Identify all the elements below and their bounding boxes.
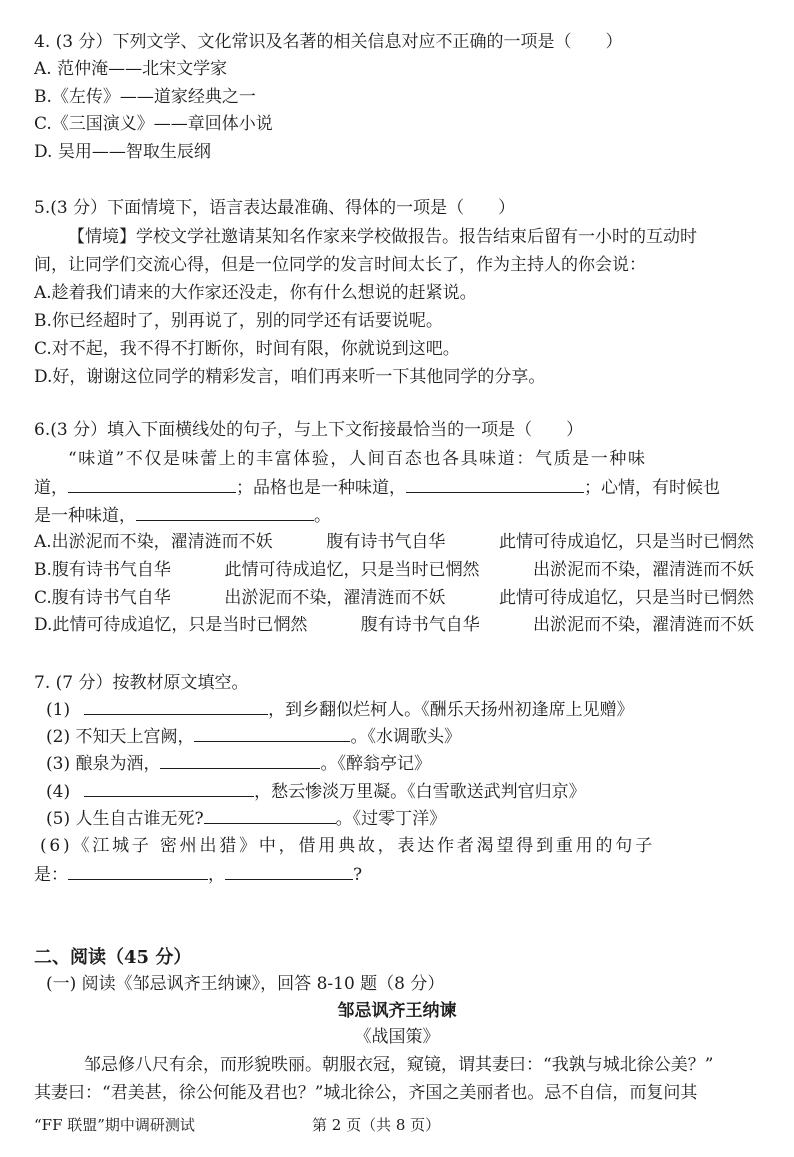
q6-option-c: [34, 586, 754, 610]
q7-item-5-source: 。《过零丁洋》: [335, 809, 447, 829]
passage-source: 《战国策》: [354, 1027, 440, 1047]
q7-item-2: [46, 724, 461, 748]
q7-item-6-end: ?: [353, 865, 363, 885]
q7-item-5-text: (5) 人生自古谁无死?: [46, 809, 204, 829]
q6-option-b-part1: B.腹有诗书气自华: [34, 560, 171, 580]
q6-text-2a: 道，: [34, 478, 68, 498]
q6-passage-line2: [34, 475, 754, 499]
q6-passage-line1: “味道”不仅是味蕾上的丰富体验，人间百态也各具味道：气质是一种味: [68, 449, 647, 469]
section2-subtitle: (一) 阅读《邹忌讽齐王纳谏》，回答 8-10 题（8 分）: [46, 974, 445, 994]
q7-item-1: [46, 697, 634, 721]
q6-option-a-part3: 此情可待成追忆，只是当时已惘然: [499, 532, 754, 552]
q7-blank-4[interactable]: [84, 779, 254, 797]
section2-title: 二、阅读（45 分）: [34, 947, 192, 968]
q4-stem: 4. (3 分）下列文学、文化常识及名著的相关信息对应不正确的一项是（ ）: [34, 32, 623, 52]
q6-option-c-part1: C.腹有诗书气自华: [34, 588, 171, 608]
footer-page-number: 第 2 页（共 8 页）: [312, 1116, 441, 1134]
q6-stem: 6.(3 分）填入下面横线处的句子，与上下文衔接最恰当的一项是（ ）: [34, 420, 584, 440]
q7-blank-5[interactable]: [204, 806, 336, 824]
q6-option-a-part2: 腹有诗书气自华: [326, 532, 446, 552]
q5-option-a: A.趁着我们请来的大作家还没走，你有什么想说的赶紧说。: [34, 283, 477, 303]
q7-blank-1[interactable]: [84, 697, 268, 715]
q7-blank-3[interactable]: [160, 751, 320, 769]
q6-option-d-part1: D.此情可待成追忆，只是当时已惘然: [34, 615, 308, 635]
q6-blank-2[interactable]: [406, 475, 584, 493]
q5-context-line2: 间，让同学们交流心得，但是一位同学的发言时间太长了，作为主持人的你会说：: [34, 255, 646, 275]
q5-context-text1: 【情境】学校文学社邀请某知名作家来学校做报告。报告结束后留有一小时的互动时: [68, 227, 697, 247]
q4-option-d: D. 吴用——智取生辰纲: [34, 142, 211, 162]
q6-option-d-part3: 出淤泥而不染，濯清涟而不妖: [533, 615, 754, 635]
q6-option-b-part2: 此情可待成追忆，只是当时已惘然: [224, 560, 480, 580]
q7-stem: 7. (7 分）按教材原文填空。: [34, 673, 249, 693]
q6-option-d: [34, 613, 754, 637]
q7-item-4: [46, 779, 586, 803]
q7-item-3-source: 。《醉翁亭记》: [320, 754, 431, 774]
q6-option-b: [34, 558, 754, 582]
q6-option-a: [34, 530, 754, 554]
q5-option-b: B.你已经超时了，别再说了，别的同学还有话要说呢。: [34, 311, 443, 331]
q5-option-c: C.对不起，我不得不打断你，时间有限，你就说到这吧。: [34, 339, 460, 359]
q4-option-a: A. 范仲淹——北宋文学家: [34, 59, 228, 79]
q6-text-3a: 是一种味道，: [34, 506, 136, 526]
q5-context-line1: [34, 225, 754, 249]
q7-item-5: [46, 806, 446, 830]
q4-option-b: B.《左传》——道家经典之一: [34, 87, 256, 107]
q7-item-6-line2: [34, 862, 362, 886]
q7-blank-2[interactable]: [194, 724, 350, 742]
q6-passage-line3: [34, 503, 331, 527]
q5-stem: 5.(3 分）下面情境下，语言表达最准确、得体的一项是（ ）: [34, 198, 516, 218]
passage-title: 邹忌讽齐王纳谏: [337, 1001, 457, 1021]
q7-item-6-lead: 是：: [34, 865, 68, 885]
q5-option-d: D.好，谢谢这位同学的精彩发言，咱们再来听一下其他同学的分享。: [34, 367, 546, 387]
q7-item-3: [46, 751, 431, 775]
q7-item-6-comma: ，: [208, 865, 225, 885]
passage-para-line1: 邹忌修八尺有余，而形貌昳丽。朝服衣冠，窥镜，谓其妻曰：“我孰与城北徐公美？”: [84, 1055, 714, 1075]
q6-text-3b: 。: [314, 506, 331, 526]
q6-blank-3[interactable]: [136, 503, 314, 521]
q7-item-1-text: ，到乡翻似烂柯人。《酬乐天扬州初逢席上见赠》: [268, 700, 634, 720]
q7-item-4-text: ，愁云惨淡万里凝。《白雪歌送武判官归京》: [254, 782, 586, 802]
q6-option-b-part3: 出淤泥而不染，濯清涟而不妖: [533, 560, 754, 580]
footer-exam-name: “FF 联盟”期中调研测试: [34, 1116, 195, 1134]
q7-item-2-source: 。《水调歌头》: [350, 727, 461, 747]
q6-option-c-part2: 出淤泥而不染，濯清涟而不妖: [224, 588, 446, 608]
q6-option-d-part2: 腹有诗书气自华: [360, 615, 480, 635]
q6-option-a-part1: A.出淤泥而不染，濯清涟而不妖: [34, 532, 273, 552]
q6-text-2b: ；品格也是一种味道，: [236, 478, 406, 498]
q6-blank-1[interactable]: [68, 475, 236, 493]
q4-option-c: C.《三国演义》——章回体小说: [34, 114, 273, 134]
q7-blank-6a[interactable]: [68, 862, 208, 880]
q7-item-4-number: (4): [46, 782, 71, 802]
q7-blank-6b[interactable]: [225, 862, 353, 880]
passage-para-line2: 其妻曰：“君美甚，徐公何能及君也？”城北徐公，齐国之美丽者也。忌不自信，而复问其: [34, 1083, 698, 1103]
q7-item-2-text: (2) 不知天上宫阙，: [46, 727, 195, 747]
q7-item-6-line1: (6)《江城子 密州出猎》中，借用典故，表达作者渴望得到重用的句子: [40, 836, 655, 856]
q7-item-1-number: (1): [46, 700, 71, 720]
q6-option-c-part3: 此情可待成追忆，只是当时已惘然: [499, 588, 754, 608]
q6-text-2c: ；心情，有时候也: [584, 478, 720, 498]
q7-item-3-text: (3) 酿泉为酒，: [46, 754, 161, 774]
